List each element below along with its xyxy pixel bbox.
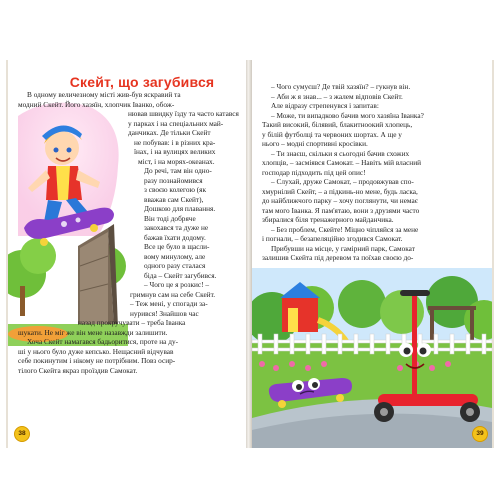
intro-line: модний Скейт. Його хазяїн, хлопчик Іванко, обож- — [18, 99, 175, 109]
dialogue-line: – Теж мені, у спогади за- — [130, 299, 208, 308]
closing-line: ші у нього було дуже кепсько. Нещасний відчував — [18, 346, 174, 356]
right-text-line: хмурнілий Скейт, – а підкинь-но мене, будь ласка, — [262, 186, 418, 196]
right-text-line: Прибувши на місце, у гамірний парк, Самокат — [271, 243, 415, 253]
intro-line: з своєю колегою (як — [144, 185, 207, 194]
right-text-line: у білій футболці та червоних шортах. А ще у — [262, 129, 402, 139]
intro-line: біда – Скейт загубився. — [144, 270, 217, 280]
dialogue-line: – Чого це я розкис! – — [144, 280, 210, 289]
intro-line: бажав їхати додому. — [144, 232, 206, 242]
intro-line: нював швидку їзду та часто катався — [128, 109, 239, 118]
intro-line: разу познайомився — [144, 175, 203, 185]
intro-line: Він тоді добряче — [144, 213, 196, 223]
right-text-line: – Аби ж я знав... – з жалем відповів Скейт. — [271, 91, 403, 101]
park-illustration — [252, 268, 492, 448]
intro-line: Все це було в щасли- — [144, 242, 210, 251]
intro-line: не побував: і в різних кра- — [134, 137, 216, 147]
intro-line: вому минулому, але — [144, 251, 206, 261]
intro-line: міст, і на морях-океанах. — [138, 156, 215, 166]
right-text-line: Але відразу стрепенувся і запитав: — [271, 101, 379, 110]
right-text-line: збиралися біля тренажерного майданчика. — [262, 215, 394, 224]
page-number-right: 39 — [472, 426, 488, 442]
intro-line: їнах, і на вулицях великих — [134, 147, 216, 156]
right-text-line: і погнали, – безапеляційно згодився Самокат. — [262, 234, 403, 243]
book-spread — [6, 60, 494, 448]
right-text-line: – Без проблем, Скейте! Міцно чіпляйся за мене — [271, 224, 419, 234]
closing-line: себе покинутим і нікому не потрібним. Повз осир- — [18, 356, 176, 365]
right-text-line: – Ти знаєш, скільки я сьогодні бачив схожих — [271, 148, 410, 158]
intro-line: Дошкою для плавання. — [144, 204, 216, 213]
intro-text — [18, 90, 240, 375]
intro-line: у парках і на спеціальних май- — [128, 118, 224, 128]
closing-line: тілого Скейта якраз проїздив Самокат. — [18, 365, 138, 375]
right-text-line: Такий високий, білявий, блакитноокий хлопець, — [262, 120, 413, 129]
closing-line: Хоча Скейт намагався бадьоритися, проте на ду- — [27, 337, 179, 346]
dialogue-line: гримнув сам на себе Скейт. — [130, 289, 216, 299]
right-text-line: – Чого сумуєш? Де твій хазяїн? – гукнув він. — [271, 82, 411, 91]
dialogue-line: нурився! Знайшов час — [130, 308, 199, 318]
right-text-line: – Слухай, друже Самокат, – продовжував спо- — [271, 177, 414, 186]
intro-line: закохався та дуже не — [144, 223, 209, 232]
right-text-line: там мого Іванка. Я пам'ятаю, вони з друзями часто — [262, 205, 420, 215]
intro-line: До речі, там він одно- — [144, 166, 212, 175]
right-page-text — [262, 82, 484, 263]
right-text-line: залишив Скейта під деревом та поїхав своєю до- — [262, 253, 414, 262]
right-text-line: господар підходить під цей опис! — [262, 167, 366, 177]
story-title: Скейт, що загубився — [69, 74, 215, 90]
intro-line: В одному величезному місті жив-був яскравий та — [27, 90, 181, 99]
page-number-left: 38 — [14, 426, 30, 442]
intro-line: данчиках. Де тільки Скейт — [128, 128, 211, 137]
dialogue-line: шукати. Не міг же він мене назавжди залишити. — [18, 327, 168, 337]
right-text-line: до найближчого парку – хочу поглянути, чи немає — [262, 196, 418, 205]
intro-line: вважав сам Скейт), — [144, 194, 204, 204]
right-text-line: нього – модні спортивні кросівки. — [262, 139, 368, 148]
right-text-line: хлопців, – засміявся Самокат. – Навіть мій власний — [262, 158, 422, 167]
right-page — [252, 60, 494, 448]
left-page — [6, 60, 248, 448]
dialogue-line: назад прокручувати – треба Іванка — [78, 318, 186, 327]
right-text-line: – Може, ти випадково бачив мого хазяїна Іванка? — [271, 110, 424, 120]
intro-line: одного разу сталася — [144, 261, 206, 270]
